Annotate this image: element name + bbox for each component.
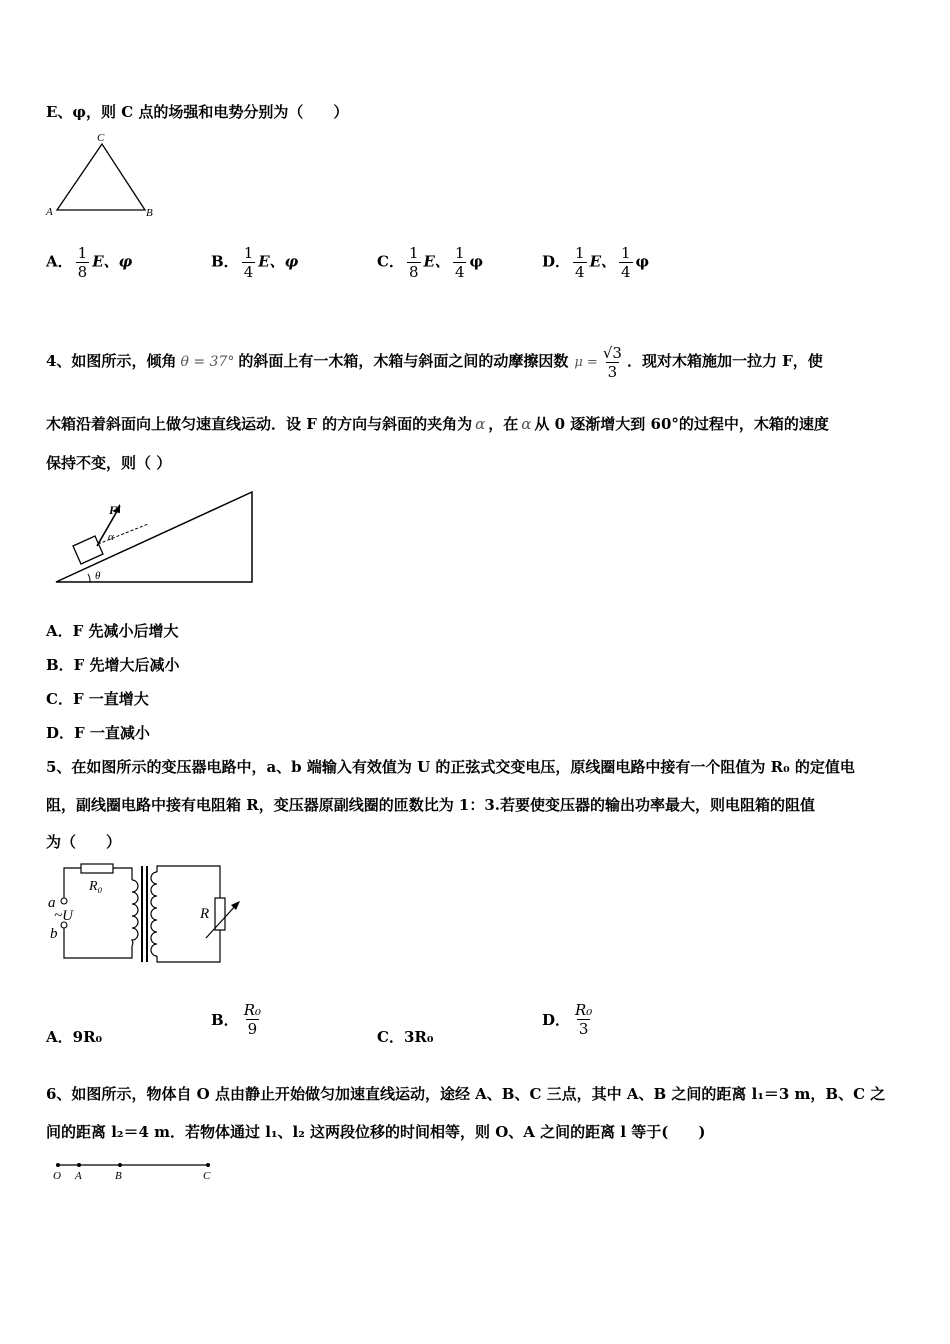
q5-label-a: a	[48, 895, 56, 911]
q5-line3: 为（ ）	[46, 833, 122, 851]
q6-label-o: O	[53, 1170, 61, 1182]
mu-expression: μ =	[574, 355, 598, 370]
fraction: $\frac{1}{4}$	[621, 244, 631, 281]
fraction: $\frac{\text{R₀}}{3}$	[575, 1001, 593, 1038]
q5-line1: 5、在如图所示的变压器电路中，a、b 端输入有效值为 U 的正弦式交变电压，原线圈电路中接有一个阻值为 R₀ 的定值电	[46, 758, 855, 776]
q3-stem: E、φ，则 C 点的场强和电势分别为（ ）	[46, 103, 349, 121]
q4-option-b[interactable]: B．F 先增大后减小	[46, 656, 180, 674]
q5-option-d[interactable]: D． $\frac{\text{R₀}}{3}$	[542, 1001, 593, 1038]
q3-label-a: A	[46, 206, 53, 218]
q3-option-d[interactable]: D． $\frac{1}{4}$ E、 $\frac{1}{4}$ φ	[542, 244, 650, 281]
q6-label-a: A	[75, 1170, 82, 1182]
q5-line2: 阻，副线圈电路中接有电阻箱 R，变压器原副线圈的匝数比为 1：3.若要使变压器的输出功率最大，则电阻箱的阻值	[46, 796, 816, 814]
r-rheostat	[215, 898, 225, 930]
fraction: $\frac{1}{8}$	[77, 244, 88, 281]
theta-expression: θ = 37°	[180, 354, 235, 370]
q6-label-b: B	[115, 1170, 122, 1182]
q4-label-f: F	[109, 503, 118, 517]
q4-incline-figure	[50, 486, 260, 590]
fraction: $\frac{1}{4}$	[243, 244, 254, 281]
q6-line2: 间的距离 l₂＝4 m．若物体通过 l₁、l₂ 这两段位移的时间相等，则 O、A 之间的距离 l 等于( )	[46, 1123, 706, 1141]
q3-option-a[interactable]: A． $\frac{1}{8}$ E、φ	[46, 244, 133, 281]
q4-line1: 4、如图所示，倾角 θ = 37° 的斜面上有一木箱，木箱与斜面之间的动摩擦因数 μ = $\frac{√3}{3}$ ．现对木箱施加一拉力 F，使	[46, 343, 823, 381]
q4-label-theta: θ	[95, 570, 101, 582]
q3-option-b[interactable]: B． $\frac{1}{4}$ E、φ	[211, 244, 299, 281]
q4-line3: 保持不变，则（ ）	[46, 454, 172, 472]
q6-label-c: C	[203, 1170, 211, 1182]
q3-triangle-figure	[40, 128, 170, 228]
q4-option-d[interactable]: D．F 一直减小	[46, 724, 150, 742]
q5-label-u: ~U	[54, 908, 73, 924]
q6-line1: 6、如图所示，物体自 O 点由静止开始做匀加速直线运动，途经 A、B、C 三点，其中 A、B 之间的距离 l₁＝3 m，B、C 之	[46, 1085, 886, 1103]
q3-option-c[interactable]: C． $\frac{1}{8}$ E、 $\frac{1}{4}$ φ	[377, 244, 484, 281]
q3-label-c: C	[97, 132, 105, 144]
fraction: $\frac{1}{4}$	[575, 244, 585, 281]
fraction: $\frac{\text{R₀}}{9}$	[243, 1001, 261, 1038]
q5-label-b: b	[50, 926, 58, 942]
q5-option-a[interactable]: A．9R₀	[46, 1028, 103, 1046]
r0-resistor	[81, 864, 113, 873]
q5-transformer-circuit	[44, 858, 254, 968]
q4-line2: 木箱沿着斜面向上做匀速直线运动．设 F 的方向与斜面的夹角为 α ，在 α 从 0 逐渐增大到 60°的过程中，木箱的速度	[46, 415, 829, 433]
fraction: $\frac{1}{4}$	[454, 244, 465, 281]
q4-label-alpha: α	[108, 531, 114, 543]
q4-option-a[interactable]: A．F 先减小后增大	[46, 622, 179, 640]
q5-label-r: R	[200, 906, 210, 922]
q5-label-r0: R₀	[89, 879, 103, 894]
q6-line-figure	[48, 1156, 228, 1186]
q5-option-b[interactable]: B． $\frac{\text{R₀}}{9}$	[211, 1001, 261, 1038]
mu-fraction: $\frac{√3}{3}$	[602, 343, 622, 381]
q3-label-b: B	[146, 207, 153, 219]
q4-option-c[interactable]: C．F 一直增大	[46, 690, 149, 708]
fraction: $\frac{1}{8}$	[408, 244, 419, 281]
q5-option-c[interactable]: C．3R₀	[377, 1028, 434, 1046]
